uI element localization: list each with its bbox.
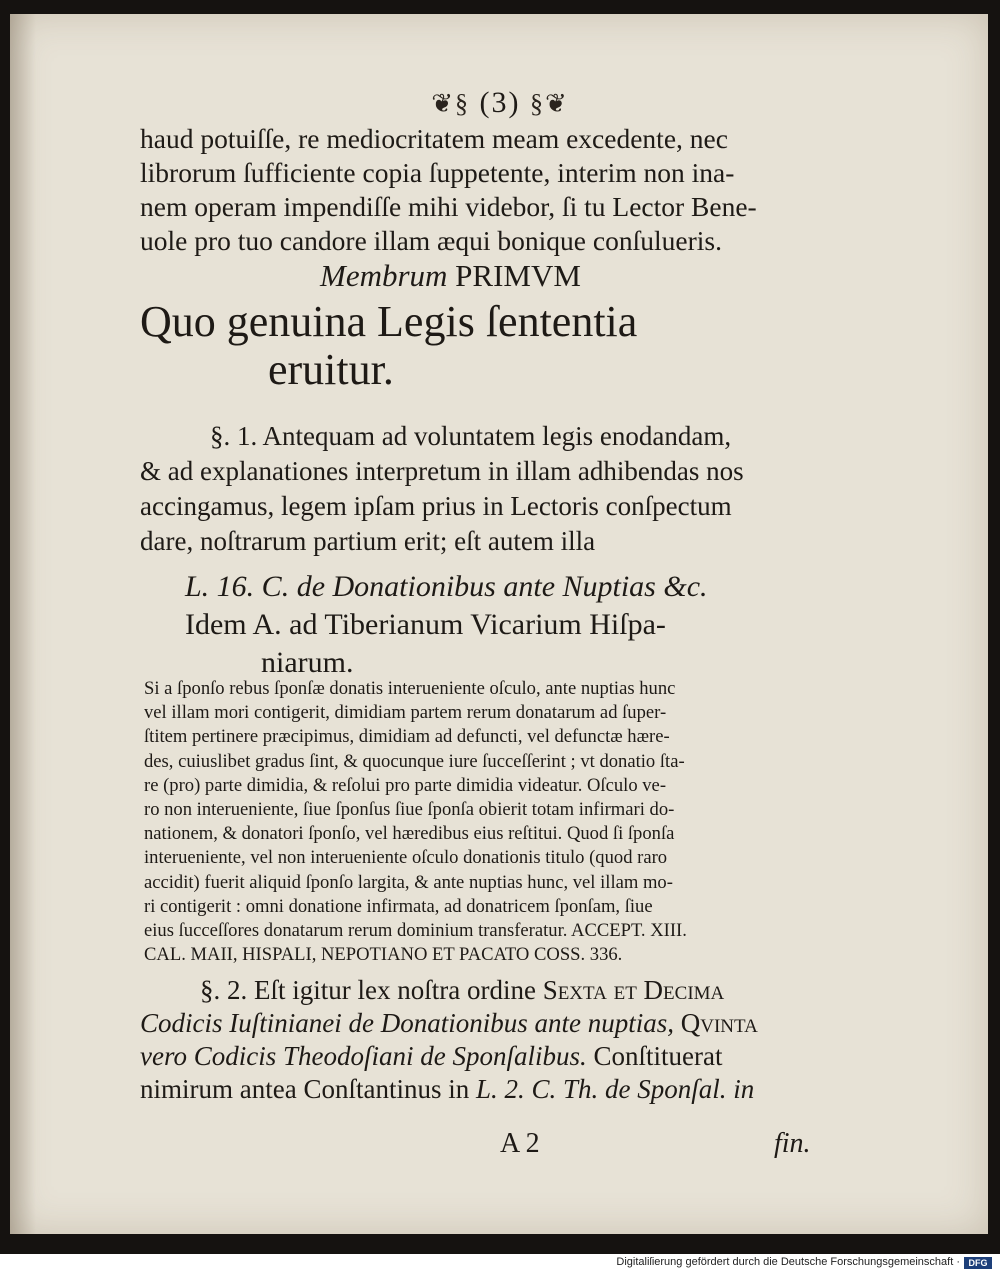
intro-paragraph xyxy=(140,122,820,258)
section2-italic: vero Codicis Theodoſiani de Sponſalibus. xyxy=(140,1041,587,1071)
section1-line: accingamus, legem ipſam prius in Lectoris conſpectum xyxy=(140,491,732,521)
section2-text: nimirum antea Conſtantinus in xyxy=(140,1074,476,1104)
section1-line: §. 1. Antequam ad voluntatem legis enodandam, xyxy=(210,421,732,451)
law-text-line: ri contigerit : omni donatione infirmata, ad donatricem ſponſam, ſiue xyxy=(144,895,653,917)
signature-mark: A 2 xyxy=(500,1128,540,1159)
ornament-right-icon: §❦ xyxy=(529,89,569,118)
law-text-line: CAL. MAII, HISPALI, NEPOTIANO ET PACATO COSS. 336. xyxy=(144,944,623,966)
catchword: fin. xyxy=(774,1128,811,1159)
membrum-label xyxy=(320,258,720,294)
law-text xyxy=(144,677,820,967)
law-text-line: interueniente, vel non interueniente oſculo donationis titulo (quod raro xyxy=(144,847,668,869)
law-title: L. 16. C. de Donationibus ante Nuptias &c. xyxy=(185,570,708,603)
section2-italic: Codicis Iuſtinianei de Donationibus ante nuptias, xyxy=(140,1008,674,1038)
intro-line: haud potuiſſe, re mediocritatem meam excedente, nec xyxy=(140,123,728,154)
intro-line: nem operam impendiſſe mihi videbor, ſi tu Lector Bene- xyxy=(140,191,757,222)
law-text-line: re (pro) parte dimidia, & reſolui pro parte dimidia videatur. Oſculo ve- xyxy=(144,774,667,796)
law-subtitle xyxy=(185,606,825,682)
section2-text: §. 2. Eſt igitur lex noſtra ordine xyxy=(200,975,543,1005)
dfg-logo: DFG xyxy=(964,1257,992,1269)
footer-credit: Digitaliſierung gefördert durch die Deutsche Forschungsgemeinschaft · xyxy=(616,1256,960,1268)
page-header xyxy=(390,86,610,120)
law-text-line: ſtitem pertinere præcipimus, dimidiam ad defuncti, vel defunctæ hære- xyxy=(144,726,670,748)
membrum-roman: PRIMVM xyxy=(455,258,581,293)
page-number: (3) xyxy=(479,86,521,119)
section2-italic: L. 2. C. Th. de Sponſal. in xyxy=(475,1074,755,1104)
intro-line: librorum ſufficiente copia ſuppetente, interim non ina- xyxy=(140,157,735,188)
section2-text: Conſtituerat xyxy=(586,1041,723,1071)
heading-line-2: eruitur. xyxy=(268,345,394,394)
law-text-line: ro non interueniente, ſiue ſponſus ſiue ſponſa obierit totam infirmari do- xyxy=(144,799,675,821)
section2-smallcaps: Qvinta xyxy=(673,1008,758,1038)
law-subtitle-line-1: Idem A. ad Tiberianum Vicarium Hiſpa- xyxy=(185,608,666,641)
membrum-italic: Membrum xyxy=(320,258,448,293)
section2-line-2 xyxy=(140,1007,820,1040)
section2-line-3 xyxy=(140,1040,820,1073)
law-text-line: accidit) fuerit aliquid ſponſo largita, & ante nuptias hunc, vel illam mo- xyxy=(144,871,673,893)
law-text-line: vel illam mori contigerit, dimidiam partem rerum donatarum ad ſuper- xyxy=(144,702,667,724)
section2-line-4 xyxy=(140,1073,820,1106)
law-text-line: des, cuiuslibet gradus ſint, & quocunque iure ſucceſſerint ; vt donatio ſta- xyxy=(144,750,685,772)
section2-line-1 xyxy=(140,974,820,1007)
law-text-line: nationem, & donatori ſponſo, vel hæredibus eius reſtitui. Quod ſi ſponſa xyxy=(144,823,675,845)
intro-line: uole pro tuo candore illam æqui bonique conſulueris. xyxy=(140,225,722,256)
section2-smallcaps: Sexta et Decima xyxy=(542,975,725,1005)
book-page xyxy=(10,14,988,1234)
section-heading xyxy=(140,298,820,394)
law-text-line: eius ſucceſſores donatarum rerum dominium transferatur. ACCEPT. XIII. xyxy=(144,920,687,942)
heading-line-1: Quo genuina Legis ſententia xyxy=(140,297,638,346)
ornament-left-icon: ❦§ xyxy=(431,89,470,118)
section-2-paragraph xyxy=(140,974,820,1106)
section1-line: dare, noſtrarum partium erit; eſt autem illa xyxy=(140,526,596,556)
law-text-line: Si a ſponſo rebus ſponſæ donatis interueniente oſculo, ante nuptias hunc xyxy=(144,678,676,699)
law-subtitle-line-2: niarum. xyxy=(261,646,354,679)
section-1-paragraph xyxy=(140,419,820,559)
section1-line: & ad explanationes interpretum in illam adhibendas nos xyxy=(140,456,744,486)
